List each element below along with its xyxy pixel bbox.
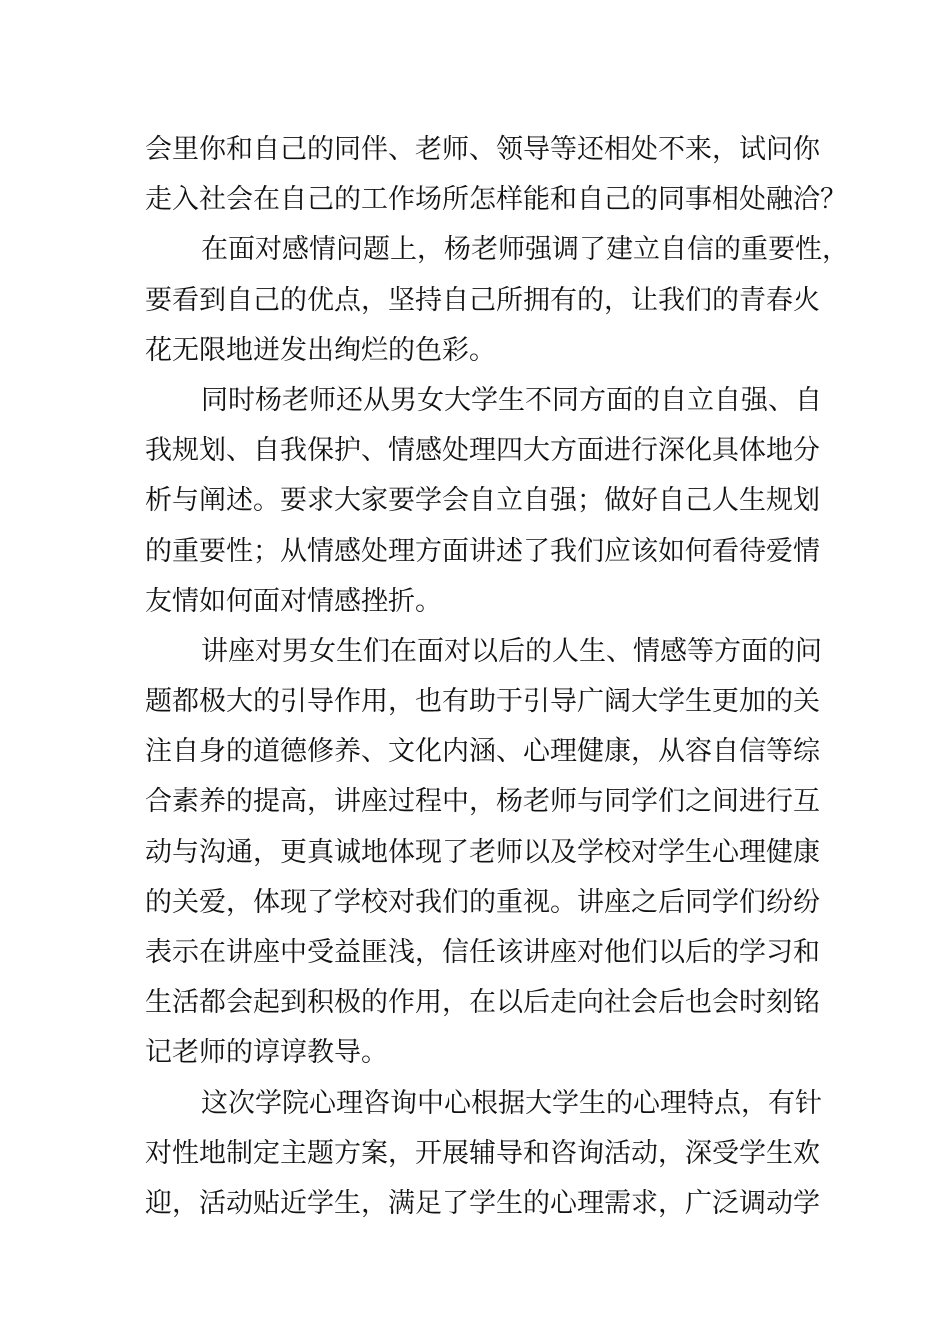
text-line: 表示在讲座中受益匪浅，信任该讲座对他们以后的学习和	[145, 937, 820, 968]
text-line: 的重要性；从情感处理方面讲述了我们应该如何看待爱情	[145, 535, 820, 567]
text-line: 生活都会起到积极的作用，在以后走向社会后也会时刻铭	[145, 987, 820, 1019]
text-line: 迎，活动贴近学生，满足了学生的心理需求，广泛调动学	[145, 1187, 820, 1219]
text-line: 合素养的提高，讲座过程中，杨老师与同学们之间进行互	[145, 786, 820, 818]
text-line: 友情如何面对情感挫折。	[145, 585, 442, 617]
text-line: 记老师的谆谆教导。	[145, 1037, 388, 1069]
body-text	[145, 125, 849, 1229]
text-line: 注自身的道德修养、文化内涵、心理健康，从容自信等综	[145, 736, 820, 768]
text-line: 我规划、自我保护、情感处理四大方面进行深化具体地分	[145, 435, 820, 467]
paragraph-start-line: 讲座对男女生们在面对以后的人生、情感等方面的问	[201, 635, 822, 667]
text-line: 走入社会在自己的工作场所怎样能和自己的同事相处融洽？	[145, 184, 847, 216]
paragraph-start-line: 同时杨老师还从男女大学生不同方面的自立自强、自	[201, 384, 822, 416]
paragraph-start-line: 在面对感情问题上，杨老师强调了建立自信的重要性，	[201, 234, 849, 266]
text-line: 花无限地迸发出绚烂的色彩。	[145, 334, 496, 366]
text-line: 的关爱，体现了学校对我们的重视。讲座之后同学们纷纷	[145, 886, 820, 918]
text-line: 要看到自己的优点，坚持自己所拥有的，让我们的青春火	[145, 284, 820, 316]
text-line: 会里你和自己的同伴、老师、领导等还相处不来，试问你	[145, 134, 820, 165]
text-line: 题都极大的引导作用，也有助于引导广阔大学生更加的关	[145, 686, 820, 718]
text-line: 对性地制定主题方案，开展辅导和咨询活动，深受学生欢	[145, 1137, 820, 1169]
paragraph-start-line: 这次学院心理咨询中心根据大学生的心理特点，有针	[201, 1087, 822, 1119]
text-line: 析与阐述。要求大家要学会自立自强；做好自己人生规划	[145, 485, 820, 517]
text-line: 动与沟通，更真诚地体现了老师以及学校对学生心理健康	[145, 836, 820, 868]
